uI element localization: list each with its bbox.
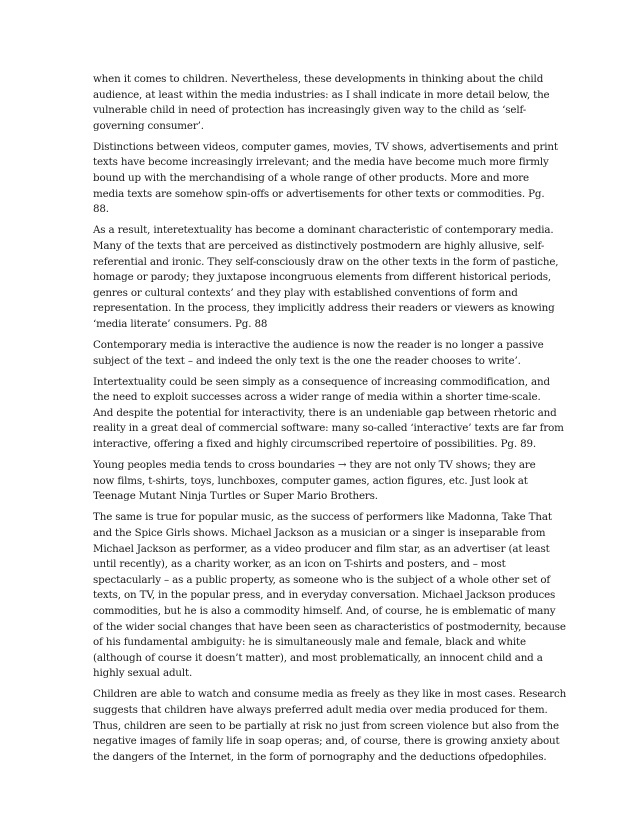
paragraph [93, 458, 547, 505]
text-line: vulnerable child in need of protection has increasingly given way to the child as ‘self- [93, 104, 527, 117]
text-line: the dangers of the Internet, in the form of pornography and the deductions ofpedophiles. [93, 750, 547, 763]
text-line: highly sexual adult. [93, 667, 193, 680]
text-line: commodities, but he is also a commodity himself. And, of course, he is emblematic of many [93, 605, 556, 617]
paragraph [93, 223, 559, 332]
document-body [93, 72, 567, 771]
text-line: genres or cultural contexts’ and they play with established conventions of form and [93, 286, 518, 299]
text-line: ‘media literate’ consumers. Pg. 88 [93, 317, 268, 330]
text-line: And despite the potential for interactivity, there is an undeniable gap between rhetoric and [93, 406, 557, 419]
text-line: 88. [93, 203, 109, 216]
text-line: of the wider social changes that have been seen as characteristics of postmodernity, because [93, 620, 566, 633]
text-line: texts have become increasingly irrelevant; and the media have become much more firmly [93, 156, 549, 169]
text-line: homage or parody; they juxtapose incongruous elements from different historical periods, [93, 271, 552, 284]
text-line: Contemporary media is interactive the audience is now the reader is no longer a passive [93, 339, 544, 351]
text-line: reality in a great deal of commercial software: many so-called ‘interactive’ texts are far from [93, 422, 564, 435]
text-line: Michael Jackson as performer, as a video producer and film star, as an advertiser (at least [93, 542, 550, 555]
text-line: when it comes to children. Nevertheless, these developments in thinking about the child [93, 73, 544, 85]
paragraph [93, 338, 547, 369]
text-line: interactive, offering a fixed and highly circumscribed repertoire of possibilities. Pg. 89. [93, 438, 537, 451]
paragraph [93, 140, 558, 218]
text-line: suggests that children have always preferred adult media over media produced for them. [93, 704, 548, 717]
text-line: Many of the texts that are perceived as distinctively postmodern are highly allusive, self- [93, 239, 545, 252]
text-line: governing consumer’. [93, 119, 204, 132]
text-line: and the Spice Girls shows. Michael Jackson as a musician or a singer is inseparable from [93, 527, 546, 540]
text-line: As a result, interetextuality has become a dominant characteristic of contemporary media. [93, 224, 554, 237]
text-line: representation. In the process, they implicitly address their readers or viewers as knowing [93, 302, 555, 315]
text-line: until recently), as a charity worker, as an icon on T-shirts and posters, and – most [93, 558, 506, 571]
text-line: Distinctions between videos, computer games, movies, TV shows, advertisements and print [93, 140, 558, 153]
text-line: Intertextuality could be seen simply as a consequence of increasing commodification, and [93, 375, 550, 388]
text-line: Teenage Mutant Ninja Turtles or Super Mario Brothers. [93, 490, 378, 503]
text-line: spectacularly – as a public property, as someone who is the subject of a whole other set of [93, 573, 551, 586]
text-line: now films, t-shirts, toys, lunchboxes, computer games, action figures, etc. Just look at [93, 474, 528, 487]
text-line: audience, at least within the media industries: as I shall indicate in more detail below, the [93, 88, 550, 101]
text-line: Young peoples media tends to cross boundaries → they are not only TV shows; they are [93, 459, 536, 472]
text-line: The same is true for popular music, as the success of performers like Madonna, Take That [93, 511, 552, 524]
paragraph [93, 510, 566, 682]
text-line: of his fundamental ambiguity: he is simultaneously male and female, black and white [93, 636, 526, 649]
text-line: referential and ironic. They self-consciously draw on the other texts in the form of pastiche, [93, 255, 559, 268]
text-line: negative images of family life in soap operas; and, of course, there is growing anxiety about [93, 735, 560, 748]
text-line: (although of course it doesn’t matter), and most problematically, an innocent child and a [93, 651, 543, 664]
text-line: texts, on TV, in the popular press, and in everyday conversation. Michael Jackson produces [93, 589, 556, 602]
paragraph [93, 375, 564, 453]
text-line: the need to exploit successes across a wider range of media within a shorter time-scale. [93, 391, 541, 404]
text-line: bound up with the merchandising of a whole range of other products. More and more [93, 172, 529, 185]
paragraph [93, 687, 567, 765]
text-line: Children are able to watch and consume media as freely as they like in most cases. Research [93, 688, 567, 701]
text-line: Thus, children are seen to be partially at risk no just from screen violence but also from the [93, 719, 559, 732]
paragraph [93, 72, 550, 134]
text-line: media texts are somehow spin-offs or advertisements for other texts or commodities. Pg. [93, 187, 545, 200]
text-line: subject of the text – and indeed the only text is the one the reader chooses to write’. [93, 354, 521, 367]
